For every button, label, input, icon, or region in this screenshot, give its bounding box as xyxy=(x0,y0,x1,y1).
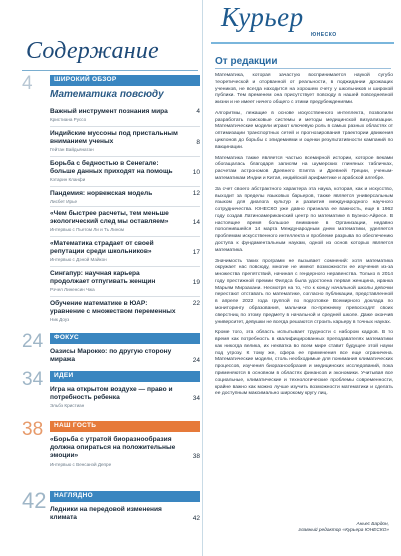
toc-item[interactable] xyxy=(50,436,200,467)
section-tag: ИДЕИ xyxy=(50,371,200,382)
editorial-divider xyxy=(215,68,391,69)
toc-item[interactable] xyxy=(50,386,200,408)
toc-item-title: Оазисы Марокко: по другую сторону миража xyxy=(50,348,172,364)
toc-item[interactable] xyxy=(50,130,200,152)
section-heading: Математика повсюду xyxy=(50,89,164,100)
toc-item[interactable] xyxy=(50,270,200,292)
toc-item-page: 34 xyxy=(192,395,200,402)
editorial-paragraph: Значимость таких программ не вызывает сомнений: хотя математика окружает нас повсюду, многие не имеют возможности ее изучения из-за множества препятствий, начиная с гендерного неравенства. Только в 2014 году престижной премии Филдса была удостоена первая женщина, иранка Марьям Мирзахани. Несмотря на то, что к концу начальной школы девочки перестают отставать по математике, согласно публикации, представленной в апреле 2022 года группой по подготовке Всемирного доклада по мониторингу образования, мальчики по-прежнему превосходят своих сверстниц по этому предмету в начальной и средней школе. Даже окончив университет, девушки не всегда решаются строить карьеру в точных науках. xyxy=(215,258,393,325)
editorial-paragraph: Алгоритмы, лежащие в основе искусственного интеллекта, позволили разработать поисковые системы и методы медицинской визуализации. Математические модели играют ключевую роль в самых разных областях от оптимизации транспортных сетей и прогнозирования траектории движения циклонов до борьбы с эпидемиями и оценки результативности кампаний по вакцинации. xyxy=(215,110,393,150)
section-tag: ФОКУС xyxy=(50,333,200,344)
toc-item-author: Гейтан Вайдьянатан xyxy=(50,147,94,153)
toc-item-title: Борьба с бедностью в Сенегале: больше данных приходят на помощь xyxy=(50,160,173,176)
toc-item-page: 14 xyxy=(192,219,200,226)
table-of-contents xyxy=(22,10,202,550)
toc-item-page: 17 xyxy=(192,249,200,256)
section-page-number: 42 xyxy=(22,488,47,513)
toc-item-page: 22 xyxy=(192,300,200,307)
toc-item-page: 4 xyxy=(196,108,200,115)
toc-item-page: 24 xyxy=(192,357,200,364)
toc-item-author: Интервью с Пьетом Ли и Ть Лином xyxy=(50,227,125,233)
divider xyxy=(50,236,200,237)
toc-item-title: Индийские муссоны под пристальным вниманием ученых xyxy=(50,130,178,146)
toc-section-visual xyxy=(22,490,202,540)
editorial-signature xyxy=(299,522,389,534)
toc-item-page: 10 xyxy=(192,169,200,176)
toc-item[interactable] xyxy=(50,506,200,522)
section-tag: НАШ ГОСТЬ xyxy=(50,421,200,432)
toc-item-author: Эльбэ Кристиан xyxy=(50,403,85,409)
section-page-number: 38 xyxy=(22,419,44,440)
toc-item[interactable] xyxy=(50,240,200,262)
toc-item-page: 42 xyxy=(192,515,200,522)
toc-item-title: Обучение математике в ЮАР: уравнение с множеством переменных xyxy=(50,300,176,316)
editorial-column xyxy=(202,0,401,556)
toc-section-ideas xyxy=(22,370,202,414)
toc-divider xyxy=(22,70,198,71)
section-page-number: 24 xyxy=(22,331,44,352)
divider xyxy=(50,266,200,267)
masthead-divider xyxy=(211,42,394,44)
section-tag: ШИРОКИЙ ОБЗОР xyxy=(50,75,200,86)
signature-title: главный редактор «Курьера ЮНЕСКО» xyxy=(298,528,389,534)
toc-item-title: Ледники на передовой изменения климата xyxy=(50,506,162,522)
editorial-body xyxy=(215,73,393,402)
signature-name: Аньес Бардон, xyxy=(356,522,389,527)
editorial-paragraph: За счет своего абстрактного характера эта наука, которая, как и искусство, выходит за пределы языковых барьеров, также является универсальным языком для диалога культур и развития международного научного сотрудничества. ЮНЕСКО уже давно признала ее важность, еще в 1962 году создав Латиноамериканский центр по математике в Буэнос-Айресе. В настоящее время большое внимание в Организации, недавно пополнившейся 14 марта Международным днем математики, уделяется проблемам искусственного интеллекта и проблеме разрыва по обеспечению доступа к фундаментальным наукам, одной из основ которых является математика. xyxy=(215,186,393,253)
toc-item-page: 38 xyxy=(192,453,200,460)
toc-item-author: Ник Доуз xyxy=(50,317,70,323)
toc-item[interactable] xyxy=(50,300,200,322)
divider xyxy=(50,206,200,207)
toc-item-author: Интервью с Венсанэй Депре xyxy=(50,461,112,467)
divider xyxy=(50,126,200,127)
toc-item[interactable] xyxy=(50,210,200,232)
toc-item-page: 8 xyxy=(196,139,200,146)
magazine-logo-sub: ЮНЕСКО xyxy=(311,32,337,38)
toc-item[interactable] xyxy=(50,348,200,364)
toc-title: Содержание xyxy=(26,38,159,64)
toc-item[interactable] xyxy=(50,190,200,204)
toc-section-guest xyxy=(22,420,202,480)
magazine-logo: Курьер xyxy=(221,2,304,32)
toc-item-author: Кэтарин Кланфи xyxy=(50,177,86,183)
editorial-paragraph: Математика также является частью всемирной истории, которое веками обогащалась благодаря записям на шумерских глиняных табличках, расчетам астрономов Древнего Египта и Древней Греции, ученым-математикам Индии и Китая, индийской арифметике и арабской алгебре. xyxy=(215,155,393,181)
toc-item-title: «Борьба с утратой биоразнообразия должна опираться на положительные эмоции» xyxy=(50,436,176,460)
divider xyxy=(50,186,200,187)
section-page-number: 34 xyxy=(22,369,44,390)
divider xyxy=(50,296,200,297)
toc-section-wide-overview xyxy=(22,74,202,284)
toc-item[interactable] xyxy=(50,108,200,122)
toc-item-title: «Чем быстрее расчеты, тем меньше экологический след мы оставляем» xyxy=(50,210,169,226)
editorial-paragraph: Кроме того, эта область испытывает трудности с набором кадров. В то время как потребность в квалифицированных преподавателях математики как никогда велика, их нехватка во всем мире ставит будущее этой науки под угрозу. К тому же, сфера ее применения все еще ограничена. Математические модели, столь необходимые для понимания климатических процессов, изучения биоразнообразия и медицинских исследований, пока применяются в основном в областях финансов и экономики. Учитывая все социальные, климатические и технологические проблемы современности, крайне важно как можно лучше изучить возможности математики и сделать ее доступным максимально широкому кругу лиц. xyxy=(215,330,393,397)
section-page-number: 4 xyxy=(22,73,33,94)
section-tag: НАГЛЯДНО xyxy=(50,491,200,502)
toc-item-page: 19 xyxy=(192,279,200,286)
toc-item-author: Рэчел Линенсин Чжа xyxy=(50,287,95,293)
toc-item-title: Игра на открытом воздухе — право и потребность ребенка xyxy=(50,386,173,402)
editorial-paragraph: Математика, которая зачастую воспринимается наукой сугубо теоретической и оторванной от реальности, в поджидании дрожащих учеников, не всегда находится на хорошем счету у школьников и широкой публики. Тем временем она присутствует повсюду в нашей повседневной жизни и не имеет ничего общего с этими предубеждениями. xyxy=(215,73,393,106)
toc-item-title: Пандемия: норвежская модель xyxy=(50,190,153,197)
editorial-heading: От редакции xyxy=(215,56,278,67)
toc-item-title: Сингапур: научная карьера продолжает отпугивать женщин xyxy=(50,270,156,286)
toc-section-focus xyxy=(22,332,202,372)
toc-item-author: Интервью с Дэной Майкон xyxy=(50,257,107,263)
toc-item[interactable] xyxy=(50,160,200,182)
toc-item-page: 12 xyxy=(192,190,200,197)
toc-item-title: Важный инструмент познания мира xyxy=(50,108,168,115)
toc-item-author: Кристиана Руссо xyxy=(50,117,87,123)
toc-item-title: «Математика страдает от своей репутации среди школьников» xyxy=(50,240,154,256)
divider xyxy=(50,156,200,157)
toc-item-author: Лисбет Ирье xyxy=(50,199,78,205)
